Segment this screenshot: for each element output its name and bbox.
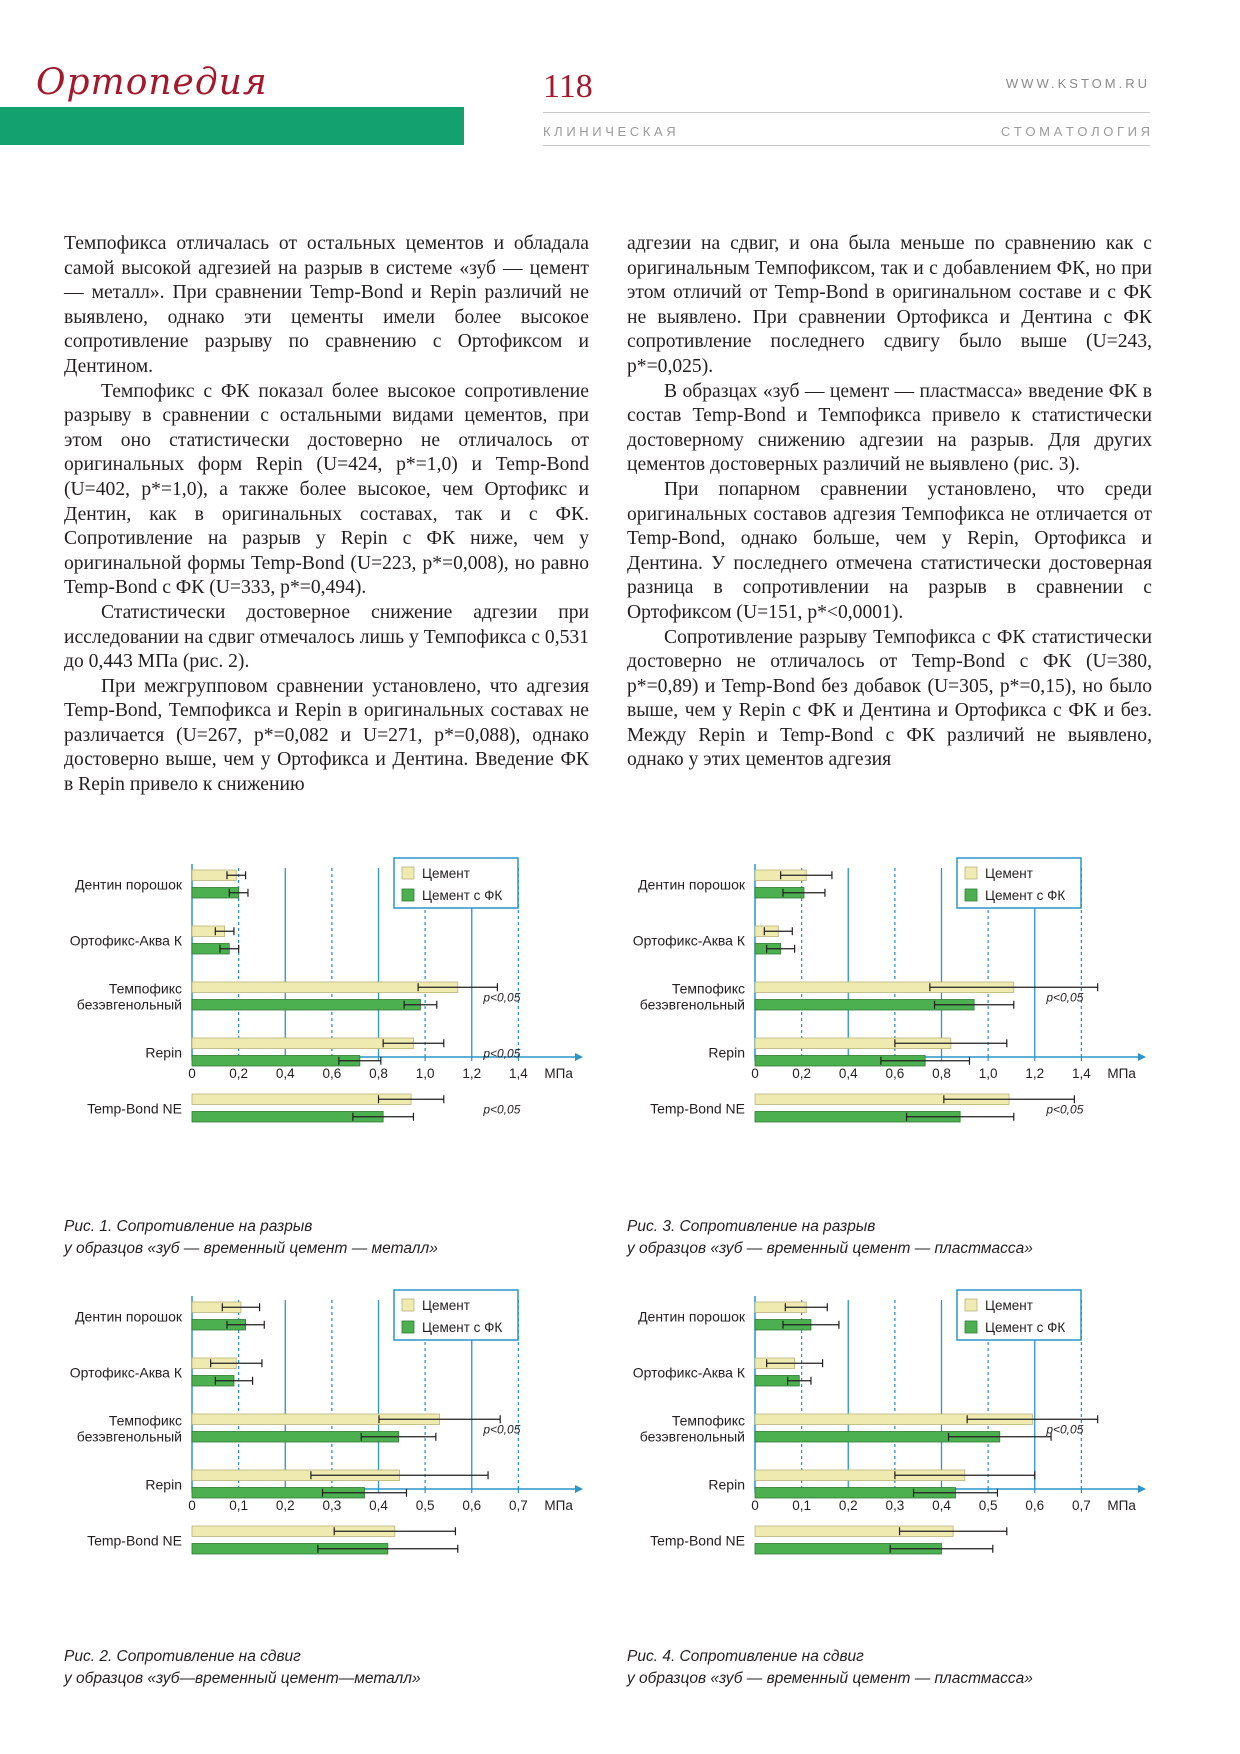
category-label: Дентин порошок bbox=[638, 1308, 745, 1325]
significance-label: p<0,05 bbox=[483, 1102, 521, 1117]
legend-swatch bbox=[965, 889, 977, 901]
significance-label: p<0,05 bbox=[483, 990, 521, 1005]
bar bbox=[192, 1038, 413, 1049]
x-tick-label: 0 bbox=[751, 1498, 759, 1513]
caption-line: у образцов «зуб — временный цемент — металл» bbox=[64, 1240, 438, 1257]
legend-swatch bbox=[965, 1321, 977, 1333]
x-unit-label: МПа bbox=[1107, 1066, 1136, 1081]
figure-2-chart bbox=[64, 1290, 584, 1620]
category-label: безэвгенольный bbox=[639, 996, 745, 1013]
x-tick-label: 0,1 bbox=[229, 1498, 249, 1513]
text-column-left bbox=[64, 232, 589, 798]
legend-label: Цемент bbox=[985, 866, 1033, 881]
x-tick-label: 1,2 bbox=[1025, 1066, 1045, 1081]
category-label: безэвгенольный bbox=[76, 996, 182, 1013]
x-tick-label: 0,4 bbox=[275, 1066, 295, 1081]
caption-line: Рис. 4. Сопротивление на сдвиг bbox=[627, 1648, 864, 1665]
paragraph: В образцах «зуб — цемент — пластмасса» введение ФК в состав Temp-Bond и Темпофикса привело к статистически достоверному снижению адгезии на разрыв. Для других цементов достоверных различий не выявлено (рис. 3). bbox=[627, 380, 1152, 476]
category-label: Temp-Bond NE bbox=[87, 1532, 182, 1549]
bar bbox=[192, 1000, 420, 1011]
legend-label: Цемент с ФК bbox=[985, 888, 1066, 903]
figure-1-caption bbox=[64, 1216, 524, 1260]
page-number: 118 bbox=[543, 68, 593, 105]
x-unit-label: МПа bbox=[544, 1498, 573, 1513]
x-tick-label: 0,1 bbox=[792, 1498, 812, 1513]
category-label: Repin bbox=[708, 1044, 745, 1061]
journal-name bbox=[543, 124, 1150, 139]
category-label: Темпофикс bbox=[108, 980, 182, 997]
paragraph: адгезии на сдвиг, и она была меньше по сравнению как с оригинальным Темпофиксом, так и с добавлением ФК, но при этом отличий от Temp-Bond в оригинальном составе и с ФК не выявлено. При сравнении Ортофикса и Дентина с ФК сопротивление последнего сдвигу было выше (U=243, p*=0,025). bbox=[627, 233, 1152, 377]
significance-label: p<0,05 bbox=[483, 1422, 521, 1437]
x-tick-label: 1,4 bbox=[1071, 1066, 1091, 1081]
section-title: Ортопедия bbox=[36, 62, 268, 103]
category-label: Темпофикс bbox=[671, 980, 745, 997]
x-tick-label: 0,5 bbox=[978, 1498, 998, 1513]
x-tick-label: 1,0 bbox=[415, 1066, 435, 1081]
category-label: безэвгенольный bbox=[639, 1428, 745, 1445]
caption-line: Рис. 1. Сопротивление на разрыв bbox=[64, 1218, 313, 1235]
caption-line: у образцов «зуб — временный цемент — пластмасса» bbox=[627, 1670, 1033, 1687]
category-label: Темпофикс bbox=[671, 1412, 745, 1429]
x-tick-label: 0,5 bbox=[415, 1498, 435, 1513]
category-label: Ортофикс-Аква К bbox=[69, 1364, 182, 1381]
x-tick-label: 0,6 bbox=[1025, 1498, 1045, 1513]
x-tick-label: 0,4 bbox=[369, 1498, 388, 1513]
figure-1-chart bbox=[64, 858, 584, 1188]
legend-label: Цемент bbox=[422, 1298, 470, 1313]
header-rule-bottom bbox=[543, 145, 1150, 146]
x-tick-label: 0,7 bbox=[1071, 1498, 1091, 1513]
section-color-band bbox=[0, 107, 464, 145]
significance-label: p<0,05 bbox=[1046, 990, 1084, 1005]
bar bbox=[192, 1056, 360, 1067]
text-column-right bbox=[627, 232, 1152, 773]
legend-label: Цемент с ФК bbox=[422, 1320, 503, 1335]
x-tick-label: 0,6 bbox=[322, 1066, 342, 1081]
category-label: Дентин порошок bbox=[75, 1308, 182, 1325]
header-rule-top bbox=[543, 112, 1150, 113]
x-unit-label: МПа bbox=[544, 1066, 573, 1081]
figure-2-caption bbox=[64, 1646, 524, 1690]
figure-3-caption bbox=[627, 1216, 1087, 1260]
x-tick-label: 1,4 bbox=[508, 1066, 528, 1081]
x-tick-label: 0,4 bbox=[932, 1498, 951, 1513]
category-label: безэвгенольный bbox=[76, 1428, 182, 1445]
legend-label: Цемент с ФК bbox=[985, 1320, 1066, 1335]
figure-3-chart bbox=[627, 858, 1147, 1188]
category-label: Темпофикс bbox=[108, 1412, 182, 1429]
legend-swatch bbox=[402, 1299, 414, 1311]
caption-line: у образцов «зуб — временный цемент — пластмасса» bbox=[627, 1240, 1033, 1257]
caption-line: Рис. 3. Сопротивление на разрыв bbox=[627, 1218, 876, 1235]
x-tick-label: 1,0 bbox=[978, 1066, 998, 1081]
legend-swatch bbox=[402, 867, 414, 879]
significance-label: p<0,05 bbox=[483, 1046, 521, 1061]
x-tick-label: 0,7 bbox=[508, 1498, 528, 1513]
caption-line: у образцов «зуб—временный цемент—металл» bbox=[64, 1670, 421, 1687]
x-tick-label: 0,4 bbox=[838, 1066, 858, 1081]
significance-label: p<0,05 bbox=[1046, 1422, 1084, 1437]
category-label: Repin bbox=[145, 1476, 182, 1493]
category-label: Temp-Bond NE bbox=[87, 1100, 182, 1117]
x-tick-label: 0,6 bbox=[462, 1498, 482, 1513]
legend-label: Цемент bbox=[422, 866, 470, 881]
category-label: Ортофикс-Аква К bbox=[632, 1364, 745, 1381]
x-tick-label: 0,2 bbox=[838, 1498, 858, 1513]
category-label: Ортофикс-Аква К bbox=[632, 932, 745, 949]
x-tick-label: 0,2 bbox=[792, 1066, 812, 1081]
x-tick-label: 0 bbox=[751, 1066, 759, 1081]
figure-4-chart bbox=[627, 1290, 1147, 1620]
x-tick-label: 0 bbox=[188, 1498, 196, 1513]
x-tick-label: 0,2 bbox=[275, 1498, 295, 1513]
x-axis-arrow bbox=[1138, 1485, 1146, 1493]
category-label: Ортофикс-Аква К bbox=[69, 932, 182, 949]
caption-line: Рис. 2. Сопротивление на сдвиг bbox=[64, 1648, 301, 1665]
x-tick-label: 0 bbox=[188, 1066, 196, 1081]
legend-label: Цемент bbox=[985, 1298, 1033, 1313]
x-tick-label: 0,8 bbox=[932, 1066, 951, 1081]
category-label: Дентин порошок bbox=[75, 876, 182, 893]
x-tick-label: 0,6 bbox=[885, 1066, 905, 1081]
paragraph: Статистически достоверное снижение адгезии при исследовании на сдвиг отмечалось лишь у Темпофикса с 0,531 до 0,443 МПа (рис. 2). bbox=[64, 601, 589, 673]
legend-swatch bbox=[965, 1299, 977, 1311]
x-axis-arrow bbox=[575, 1485, 583, 1493]
paragraph: Темпофикс с ФК показал более высокое сопротивление разрыву в сравнении с остальными видами цементов, при этом оно статистически достоверно не отличалось от оригинальных форм Repin (U=424, p*=1,0) и Temp-Bond (U=402, p*=1,0), а также более высокое, чем Ортофикс и Дентин, как в оригинальных составах, так и с ФК. Сопротивление на разрыв у Repin с ФК ниже, чем у оригинальной формы Temp-Bond (U=223, p*=0,008), но равно Temp-Bond с ФК (U=333, p*=0,494). bbox=[64, 380, 589, 599]
x-tick-label: 0,2 bbox=[229, 1066, 249, 1081]
journal-name-word1: К Л И Н И Ч Е С К А Я bbox=[543, 124, 676, 139]
journal-name-word2: С Т О М А Т О Л О Г И Я bbox=[1000, 124, 1150, 139]
category-label: Temp-Bond NE bbox=[650, 1532, 745, 1549]
x-tick-label: 0,3 bbox=[322, 1498, 342, 1513]
legend-label: Цемент с ФК bbox=[422, 888, 503, 903]
journal-website[interactable]: WWW.KSTOM.RU bbox=[1005, 76, 1150, 91]
category-label: Temp-Bond NE bbox=[650, 1100, 745, 1117]
category-label: Repin bbox=[708, 1476, 745, 1493]
x-axis-arrow bbox=[1138, 1053, 1146, 1061]
paragraph: При попарном сравнении установлено, что среди оригинальных составов адгезия Темпофикса не отличается от Temp-Bond, однако больше, чем у Repin, Ортофикса и Дентина. У последнего отмечена статистически достоверная разница в сопротивлении на разрыв в сравнении с Ортофиксом (U=151, p*<0,0001). bbox=[627, 478, 1152, 623]
category-label: Repin bbox=[145, 1044, 182, 1061]
paragraph: При межгрупповом сравнении установлено, что адгезия Temp-Bond, Темпофикса и Repin в оригинальных составах не различается (U=267, p*=0,082 и U=271, p*=0,088), однако достоверно выше, чем у Ортофикса и Дентина. Введение ФК в Repin привело к снижению bbox=[64, 675, 589, 796]
category-label: Дентин порошок bbox=[638, 876, 745, 893]
x-tick-label: 0,8 bbox=[369, 1066, 388, 1081]
figure-4-caption bbox=[627, 1646, 1087, 1690]
x-tick-label: 1,2 bbox=[462, 1066, 482, 1081]
legend-swatch bbox=[965, 867, 977, 879]
paragraph: Сопротивление разрыву Темпофикса с ФК статистически достоверно не отличалось от Temp-Bond с ФК (U=380, p*=0,89) и Temp-Bond без добавок (U=305, p*=0,15), но было выше, чем у Repin с ФК и Дентина и Ортофикса с ФК и без. Между Repin и Temp-Bond с ФК различий не выявлено, однако у этих цементов адгезия bbox=[627, 626, 1152, 771]
legend-swatch bbox=[402, 1321, 414, 1333]
legend-swatch bbox=[402, 889, 414, 901]
x-axis-arrow bbox=[575, 1053, 583, 1061]
x-tick-label: 0,3 bbox=[885, 1498, 905, 1513]
paragraph: Темпофикса отличалась от остальных цементов и обладала самой высокой адгезией на разрыв в системе «зуб — цемент — металл». При сравнении Temp-Bond и Repin различий не выявлено, однако эти цементы имели более высокое сопротивление разрыву по сравнению с Ортофиксом и Дентином. bbox=[64, 233, 589, 377]
significance-label: p<0,05 bbox=[1046, 1102, 1084, 1117]
x-unit-label: МПа bbox=[1107, 1498, 1136, 1513]
